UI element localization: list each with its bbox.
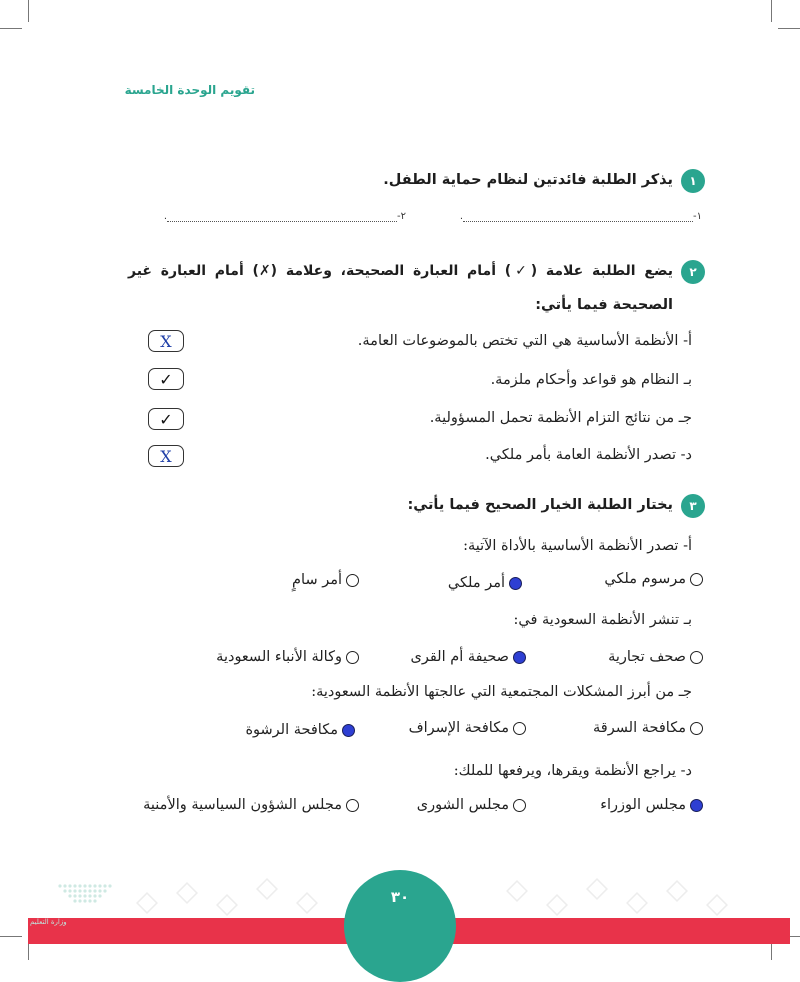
crop-mark	[0, 28, 22, 29]
mcq-a-question: أ- تصدر الأنظمة الأساسية بالأداة الآتية:	[463, 538, 692, 554]
radio-button-selected[interactable]	[690, 799, 703, 812]
unit-title: تقويم الوحدة الخامسة	[124, 83, 255, 97]
mcq-b-question: بـ تنشر الأنظمة السعودية في:	[513, 612, 692, 628]
dotted-line	[167, 213, 397, 222]
ministry-logo-text: وزارة التعليم	[30, 918, 67, 926]
radio-button[interactable]	[690, 651, 703, 664]
ministry-logo-icon	[30, 880, 120, 920]
statement-d: د- تصدر الأنظمة العامة بأمر ملكي.	[485, 447, 692, 463]
radio-button-selected[interactable]	[342, 724, 355, 737]
mcq-d-option-2[interactable]	[417, 797, 526, 813]
statement-c: جـ من نتائج التزام الأنظمة تحمل المسؤولية.	[429, 410, 692, 426]
question-number-3: ٣	[681, 494, 705, 518]
page-number: ٣٠	[390, 888, 410, 906]
statement-b: بـ النظام هو قواعد وأحكام ملزمة.	[490, 372, 692, 388]
blank-2-end: .	[163, 211, 168, 222]
radio-button[interactable]	[690, 573, 703, 586]
option-label: مكافحة الإسراف	[408, 720, 509, 736]
mcq-d-question: د- يراجع الأنظمة ويقرها، ويرفعها للملك:	[453, 763, 692, 779]
radio-button[interactable]	[346, 574, 359, 587]
answer-box-b[interactable]: ✓	[148, 368, 184, 390]
crop-mark	[778, 28, 800, 29]
question-2-prompt-line-2: الصحيحة فيما يأتي:	[535, 297, 673, 313]
radio-button[interactable]	[690, 722, 703, 735]
mcq-b-option-3[interactable]	[216, 649, 359, 665]
question-1-prompt: يذكر الطلبة فائدتين لنظام حماية الطفل.	[383, 172, 673, 188]
option-label: صحف تجارية	[608, 649, 686, 665]
option-label: مجلس الشؤون السياسية والأمنية	[143, 797, 342, 813]
radio-button-selected[interactable]	[509, 577, 522, 590]
crop-mark	[28, 0, 29, 22]
answer-blank-1[interactable]	[460, 208, 702, 222]
crop-mark	[0, 936, 22, 937]
option-label: مرسوم ملكي	[604, 571, 686, 587]
option-label: مجلس الوزراء	[600, 797, 686, 813]
option-label: أمر ملكي	[447, 575, 505, 591]
mcq-c-option-2[interactable]	[409, 720, 526, 736]
option-label: أمر سامٍ	[292, 572, 342, 588]
mcq-d-option-1[interactable]	[600, 797, 703, 813]
answer-blank-2[interactable]	[164, 208, 406, 222]
mcq-a-option-1[interactable]	[604, 571, 703, 587]
mcq-c-question: جـ من أبرز المشكلات المجتمعية التي عالجتها الأنظمة السعودية:	[311, 684, 692, 700]
option-label: مكافحة الرشوة	[245, 722, 338, 738]
option-label: وكالة الأنباء السعودية	[216, 649, 342, 665]
question-2-prompt-line-1: يضع الطلبة علامة (✓) أمام العبارة الصحيحة، وعلامة (✗) أمام العبارة غير	[128, 263, 673, 279]
mcq-a-option-3[interactable]	[292, 572, 359, 588]
mcq-a-option-2[interactable]	[448, 575, 522, 591]
option-label: مجلس الشورى	[416, 797, 509, 813]
radio-button[interactable]	[513, 722, 526, 735]
page-number-tab	[344, 870, 456, 982]
blank-1-end: .	[459, 211, 464, 222]
dotted-line	[463, 213, 693, 222]
question-3-prompt: يختار الطلبة الخيار الصحيح فيما يأتي:	[407, 497, 673, 513]
option-label: مكافحة السرقة	[593, 720, 686, 736]
answer-box-d[interactable]: X	[148, 445, 184, 467]
mcq-b-option-2[interactable]	[410, 649, 526, 665]
mcq-d-option-3[interactable]	[143, 797, 359, 813]
statement-a: أ- الأنظمة الأساسية هي التي تختص بالموضوعات العامة.	[357, 333, 692, 349]
radio-button[interactable]	[346, 651, 359, 664]
mcq-b-option-1[interactable]	[608, 649, 703, 665]
crop-mark	[771, 0, 772, 22]
mcq-c-option-3[interactable]	[245, 722, 355, 738]
answer-box-c[interactable]: ✓	[148, 408, 184, 430]
radio-button[interactable]	[513, 799, 526, 812]
radio-button-selected[interactable]	[513, 651, 526, 664]
mcq-c-option-1[interactable]	[593, 720, 703, 736]
blank-1-label: ١-	[693, 211, 702, 222]
question-number-2: ٢	[681, 260, 705, 284]
question-number-1: ١	[681, 169, 705, 193]
radio-button[interactable]	[346, 799, 359, 812]
blank-2-label: ٢-	[397, 211, 406, 222]
option-label: صحيفة أم القرى	[410, 649, 509, 665]
answer-box-a[interactable]: X	[148, 330, 184, 352]
